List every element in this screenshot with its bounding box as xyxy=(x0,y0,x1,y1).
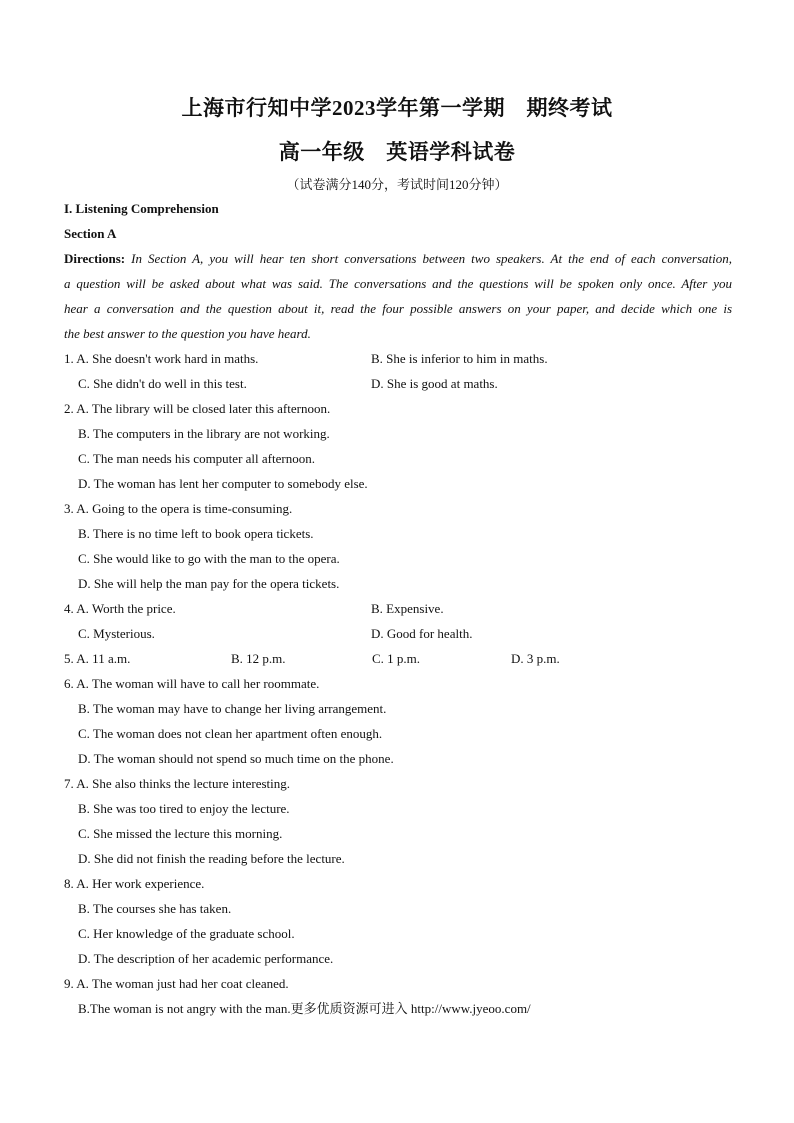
option-c: C. Mysterious. xyxy=(78,626,155,641)
question-2-option-a: 2. A. The library will be closed later this afternoon. xyxy=(64,401,331,416)
option-a: 4. A. Worth the price. xyxy=(64,601,176,616)
question-9-option-b: B.The woman is not angry with the man.更多优质资源可进入 http://www.jyeoo.com/ xyxy=(78,1001,531,1016)
question-2-option-c: C. The man needs his computer all afternoon. xyxy=(78,451,315,466)
question-8-option-c: C. Her knowledge of the graduate school. xyxy=(78,926,295,941)
question-6-option-c: C. The woman does not clean her apartment often enough. xyxy=(78,726,383,741)
question-4 xyxy=(64,596,732,621)
question-8-option-b: B. The courses she has taken. xyxy=(78,901,232,916)
exam-title: 上海市行知中学2023学年第一学期 期终考试 xyxy=(181,96,613,120)
exam-content xyxy=(64,196,732,1021)
question-6-option-d: D. The woman should not spend so much time on the phone. xyxy=(78,751,394,766)
question-4-row2 xyxy=(64,621,732,646)
question-3-option-a: 3. A. Going to the opera is time-consuming. xyxy=(64,501,293,516)
question-1-row2 xyxy=(64,371,732,396)
option-a: 1. A. She doesn't work hard in maths. xyxy=(64,351,259,366)
option-b: B. Expensive. xyxy=(371,601,444,616)
question-3-option-d: D. She will help the man pay for the opera tickets. xyxy=(78,576,340,591)
question-3-option-b: B. There is no time left to book opera tickets. xyxy=(78,526,314,541)
part-heading: I. Listening Comprehension xyxy=(64,201,219,216)
question-6-option-b: B. The woman may have to change her living arrangement. xyxy=(78,701,387,716)
option-a: 5. A. 11 a.m. xyxy=(64,651,131,666)
question-7-option-b: B. She was too tired to enjoy the lecture. xyxy=(78,801,290,816)
question-3-option-c: C. She would like to go with the man to the opera. xyxy=(78,551,340,566)
section-heading: Section A xyxy=(64,226,117,241)
option-d: D. Good for health. xyxy=(371,626,473,641)
question-7-option-c: C. She missed the lecture this morning. xyxy=(78,826,283,841)
directions-line: Directions: In Section A, you will hear ten short conversations between two speakers. At the end of each conversation, xyxy=(64,251,732,266)
option-d: D. 3 p.m. xyxy=(511,651,560,666)
question-5 xyxy=(64,646,732,671)
option-b: B. She is inferior to him in maths. xyxy=(371,351,548,366)
question-2-option-d: D. The woman has lent her computer to somebody else. xyxy=(78,476,368,491)
directions-line: hear a conversation and the question about it, read the four possible answers on your paper, and decide which one is xyxy=(64,301,732,316)
question-9-option-a: 9. A. The woman just had her coat cleaned. xyxy=(64,976,289,991)
directions-label: Directions: xyxy=(64,251,126,266)
question-7-option-a: 7. A. She also thinks the lecture interesting. xyxy=(64,776,291,791)
question-8-option-a: 8. A. Her work experience. xyxy=(64,876,205,891)
option-b: B. 12 p.m. xyxy=(231,651,286,666)
question-8-option-d: D. The description of her academic performance. xyxy=(78,951,334,966)
option-c: C. She didn't do well in this test. xyxy=(78,376,247,391)
question-2-option-b: B. The computers in the library are not working. xyxy=(78,426,330,441)
exam-note: （试卷满分140分，考试时间120分钟） xyxy=(286,177,508,192)
question-1 xyxy=(64,346,732,371)
directions-line: a question will be asked about what was said. The conversations and the questions will be spoken only once. After you xyxy=(64,276,732,291)
option-d: D. She is good at maths. xyxy=(371,376,498,391)
directions-line: the best answer to the question you have heard. xyxy=(64,326,311,341)
question-6-option-a: 6. A. The woman will have to call her roommate. xyxy=(64,676,320,691)
question-7-option-d: D. She did not finish the reading before the lecture. xyxy=(78,851,345,866)
exam-subtitle: 高一年级 英语学科试卷 xyxy=(278,140,516,164)
option-c: C. 1 p.m. xyxy=(372,651,421,666)
